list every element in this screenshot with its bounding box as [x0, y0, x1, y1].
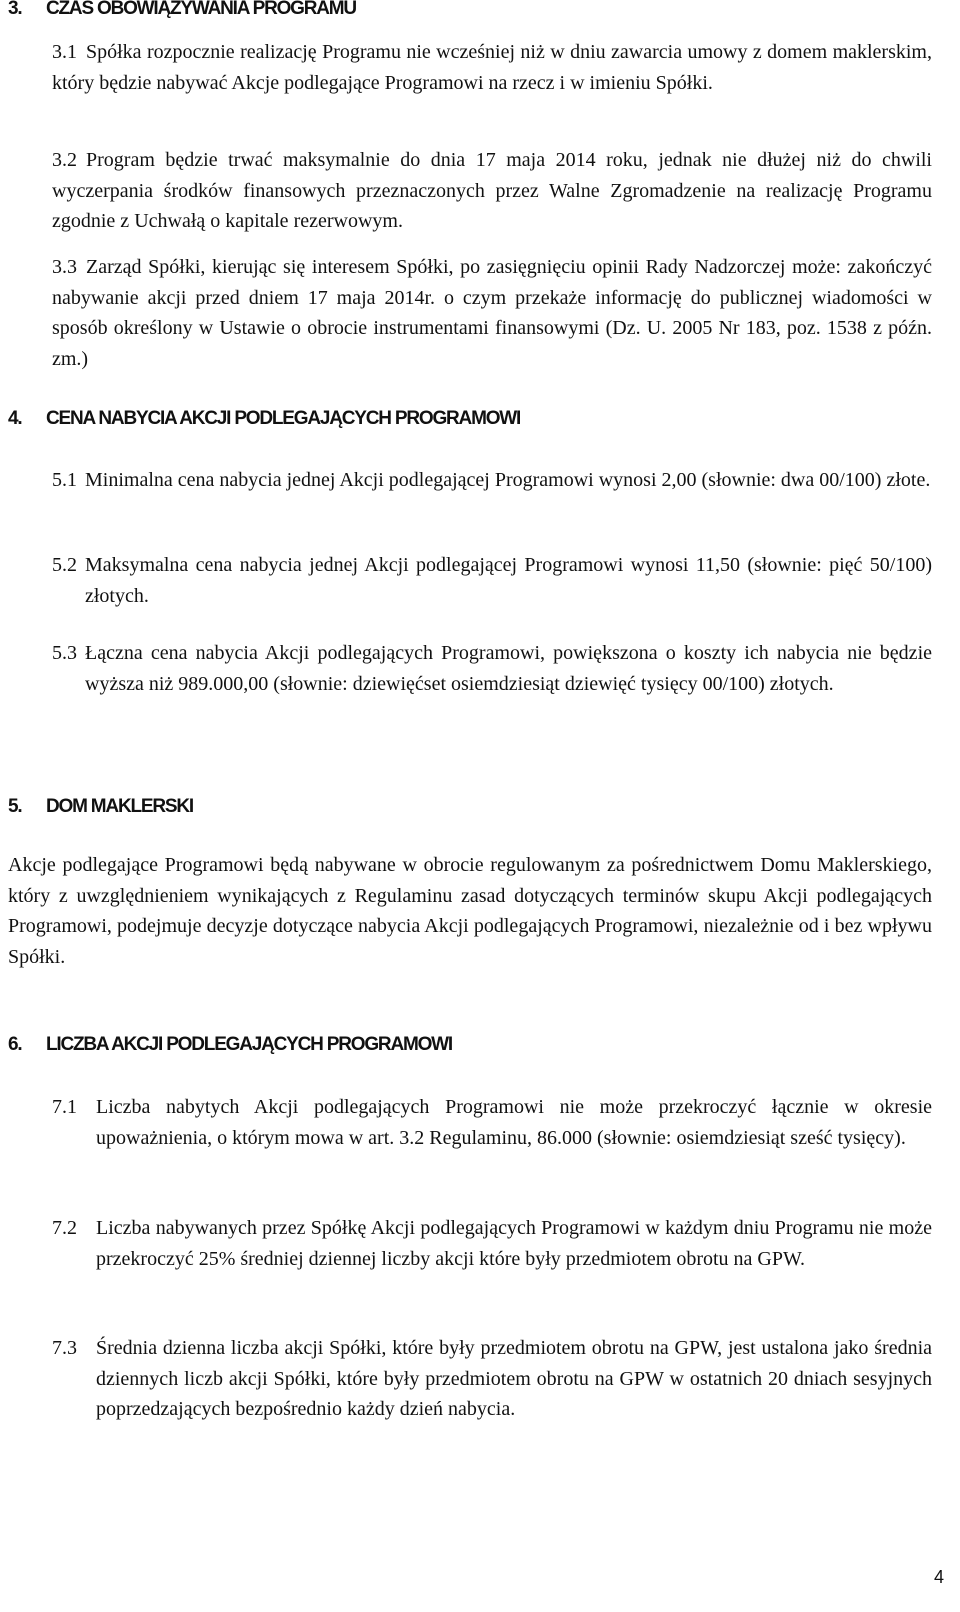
item-7-3-number: 7.3	[52, 1337, 77, 1359]
item-3-2	[52, 145, 932, 237]
item-5-1-number: 5.1	[52, 469, 77, 491]
section-3-title: CZAS OBOWIĄZYWANIA PROGRAMU	[46, 0, 356, 19]
section-5-heading	[8, 796, 193, 818]
section-5-number: 5.	[8, 796, 22, 817]
item-5-3	[52, 638, 932, 699]
item-3-1	[52, 37, 932, 98]
item-3-3-text: Zarząd Spółki, kierując się interesem Spółki, po zasięgnięciu opinii Rady Nadzorczej może: zakończyć nabywanie akcji przed dniem 17 maja 2014r. o czym przekaże informację do publicznej wiadomości w sposób określony w Ustawie o obrocie instrumentami finansowymi (Dz. U. 2005 Nr 183, poz. 1538 z późn. zm.)	[52, 256, 932, 370]
item-5-2-text: Maksymalna cena nabycia jednej Akcji podlegającej Programowi wynosi 11,50 (słownie: pięć 50/100) złotych.	[85, 554, 932, 607]
item-3-2-text: Program będzie trwać maksymalnie do dnia 17 maja 2014 roku, jednak nie dłużej niż do chwili wyczerpania środków finansowych przeznaczonych przez Walne Zgromadzenie na realizację Programu zgodnie z Uchwałą o kapitale rezerwowym.	[52, 149, 932, 232]
section-6-heading	[8, 1034, 452, 1056]
section-4-number: 4.	[8, 408, 22, 429]
section-5-title: DOM MAKLERSKI	[46, 796, 193, 817]
item-7-3	[52, 1333, 932, 1425]
item-3-1-text: Spółka rozpocznie realizację Programu nie wcześniej niż w dniu zawarcia umowy z domem maklerskim, który będzie nabywać Akcje podlegające Programowi na rzecz i w imieniu Spółki.	[52, 41, 932, 94]
item-7-1-number: 7.1	[52, 1096, 77, 1118]
section-6-title: LICZBA AKCJI PODLEGAJĄCYCH PROGRAMOWI	[46, 1034, 452, 1055]
item-3-1-number: 3.1	[52, 41, 77, 63]
item-7-2-number: 7.2	[52, 1217, 77, 1239]
section-3-heading	[8, 0, 356, 20]
item-7-3-text: Średnia dzienna liczba akcji Spółki, które były przedmiotem obrotu na GPW, jest ustalona jako średnia dziennych liczb akcji Spółki, które były przedmiotem obrotu na GPW w ostatnich 20 dniach sesyjnych poprzedzających bezpośrednio każdy dzień nabycia.	[96, 1337, 932, 1420]
item-3-3-number: 3.3	[52, 256, 77, 278]
item-7-2-text: Liczba nabywanych przez Spółkę Akcji podlegających Programowi w każdym dniu Programu nie może przekroczyć 25% średniej dziennej liczby akcji które były przedmiotem obrotu na GPW.	[96, 1217, 932, 1270]
item-5-1-text: Minimalna cena nabycia jednej Akcji podlegającej Programowi wynosi 2,00 (słownie: dwa 00/100) złote.	[85, 469, 931, 491]
item-5-2	[52, 550, 932, 611]
item-5-3-number: 5.3	[52, 642, 77, 664]
item-3-3	[52, 252, 932, 374]
section-4-heading	[8, 408, 520, 430]
section-3-number: 3.	[8, 0, 22, 19]
section-6-number: 6.	[8, 1034, 22, 1055]
item-7-1-text: Liczba nabytych Akcji podlegających Programowi nie może przekroczyć łącznie w okresie upoważnienia, o którym mowa w art. 3.2 Regulaminu, 86.000 (słownie: osiemdziesiąt sześć tysięcy).	[96, 1096, 932, 1149]
page-number: 4	[933, 1567, 944, 1587]
item-5-2-number: 5.2	[52, 554, 77, 576]
item-5-1	[52, 465, 932, 496]
section-4-title: CENA NABYCIA AKCJI PODLEGAJĄCYCH PROGRAMOWI	[46, 408, 521, 429]
item-3-2-number: 3.2	[52, 149, 77, 171]
item-7-1	[52, 1092, 932, 1153]
item-5-3-text: Łączna cena nabycia Akcji podlegających Programowi, powiększona o koszty ich nabycia nie będzie wyższa niż 989.000,00 (słownie: dziewięćset osiemdziesiąt dziewięć tysięcy 00/100) złotych.	[85, 642, 932, 695]
item-7-2	[52, 1213, 932, 1274]
section-5-paragraph: Akcje podlegające Programowi będą nabywane w obrocie regulowanym za pośrednictwem Domu Maklerskiego, który z uwzględnieniem wynikających z Regulaminu zasad dotyczących terminów skupu Akcji podlegających Programowi, podejmuje decyzje dotyczące nabycia Akcji podlegających Programowi, niezależnie od i bez wpływu Spółki.	[8, 854, 932, 968]
